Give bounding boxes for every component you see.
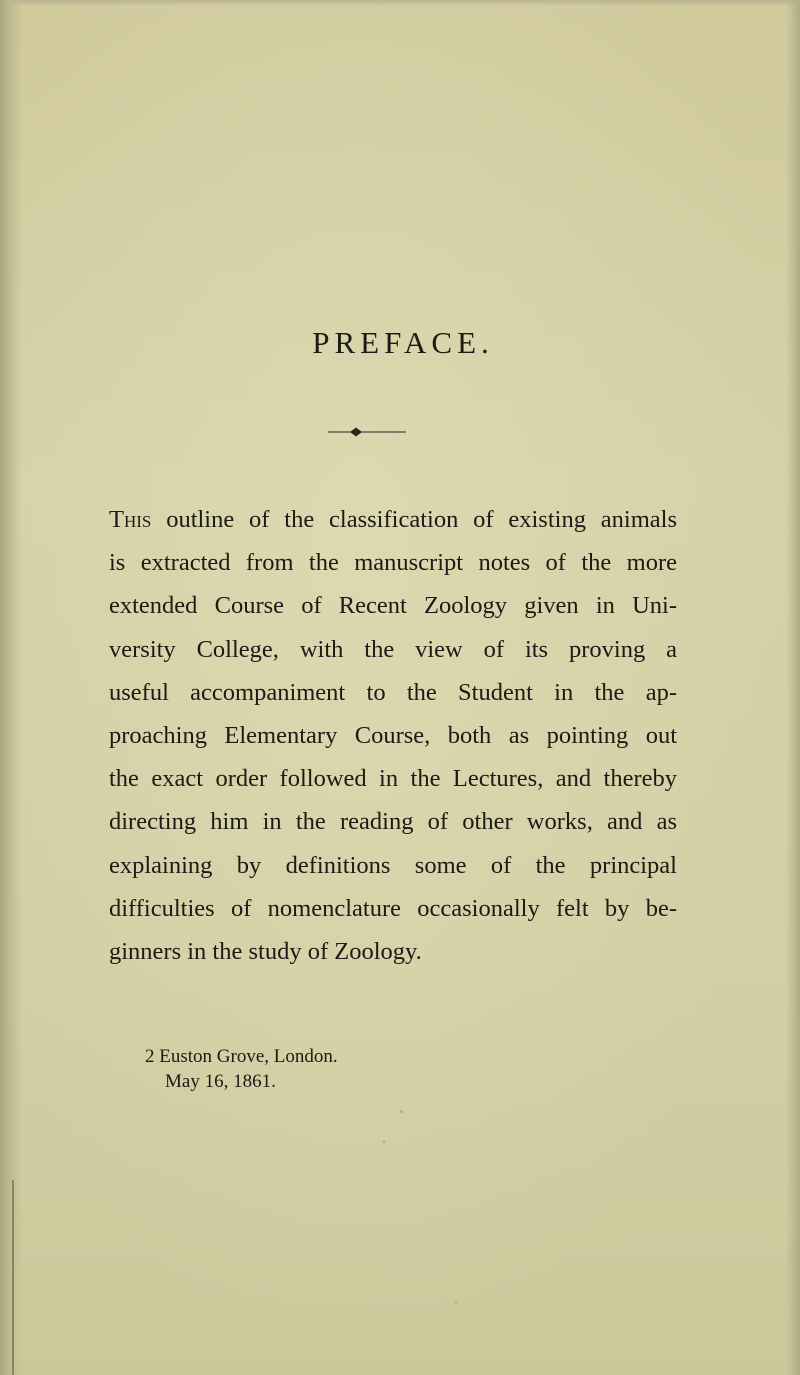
paragraph-line-3: extended Course of Recent Zoology given in Uni- [109,592,677,620]
page-binding-line [12,1180,14,1375]
signature-date: May 16, 1861. [165,1071,276,1092]
page-right-edge [786,0,800,1375]
paragraph-line-9: explaining by definitions some of the principal [109,851,677,879]
paragraph-lead-word: This [109,506,152,533]
page-top-edge [0,0,800,6]
signature-address: 2 Euston Grove, London. [145,1046,338,1067]
paragraph-line-1 [109,498,677,541]
paragraph-line-6: proaching Elementary Course, both as pointing out [109,722,677,750]
page-binding-edge [0,0,22,1375]
paragraph-line-2: is extracted from the manuscript notes of the more [109,549,677,577]
page-title: PREFACE. [312,325,494,360]
paragraph-line-7: the exact order followed in the Lectures, and thereby [109,765,677,793]
paragraph-line-10: difficulties of nomenclature occasionally felt by be- [109,894,677,922]
paragraph-line-4: versity College, with the view of its proving a [109,635,677,663]
signature-block [145,1044,338,1094]
paragraph-line-1-text: outline of the classification of existing animals [151,506,677,533]
paper-speck [455,1302,457,1304]
paragraph-line-11: ginners in the study of Zoology. [109,938,422,966]
preface-paragraph [109,498,677,973]
paper-speck [400,1110,403,1113]
paragraph-line-5: useful accompaniment to the Student in the ap- [109,678,677,706]
paragraph-line-8: directing him in the reading of other works, and as [109,808,677,836]
title-ornament-icon [328,426,406,438]
paper-speck [383,1140,385,1143]
